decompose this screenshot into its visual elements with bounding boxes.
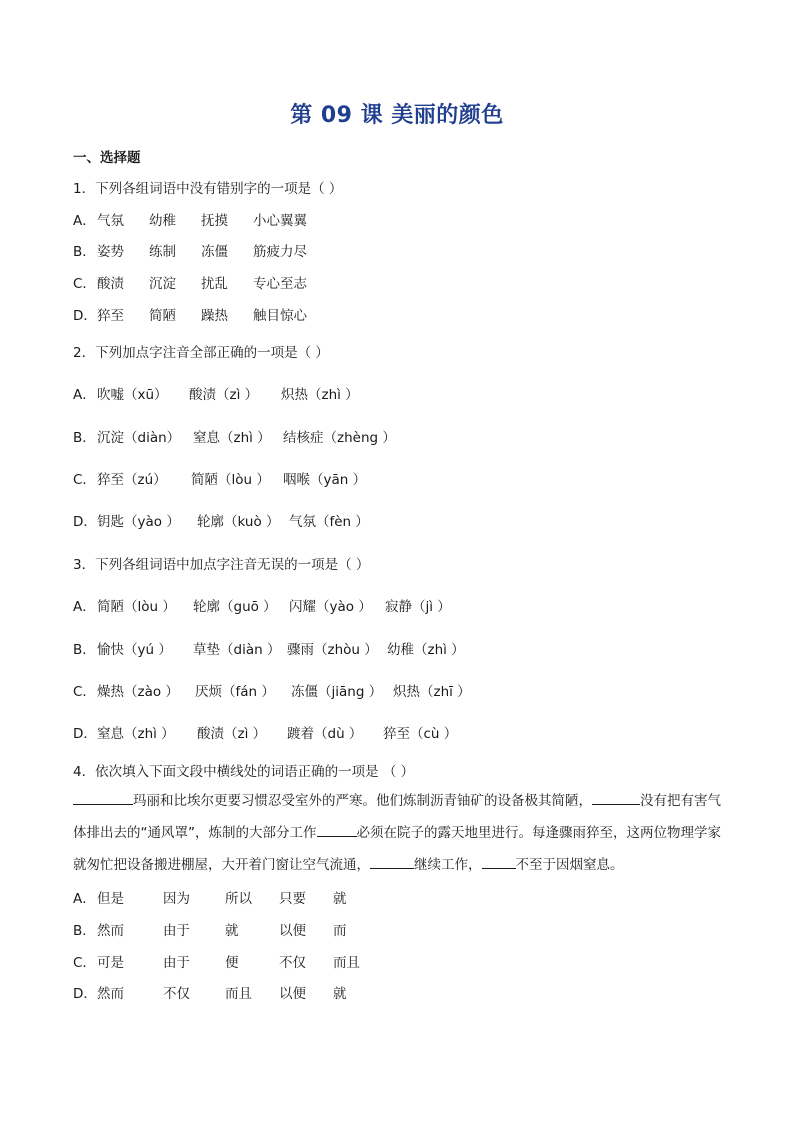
option-word: 但是 xyxy=(97,891,124,907)
option-word: 就 xyxy=(333,891,347,907)
q2-option-d xyxy=(73,510,369,530)
fill-blank xyxy=(317,822,357,837)
option-letter: B． xyxy=(73,430,96,446)
option-item: 炽热（zhī ） xyxy=(393,684,471,700)
option-word: 专心至志 xyxy=(253,276,307,292)
option-word: 姿势 xyxy=(97,244,124,260)
option-letter: B． xyxy=(73,642,96,658)
section-heading: 一、选择题 xyxy=(73,150,141,166)
option-word: 就 xyxy=(225,923,239,939)
option-item: 闪耀（yào ） xyxy=(289,599,372,615)
option-letter: C． xyxy=(73,955,96,971)
option-letter: C． xyxy=(73,684,96,700)
option-word: 酸渍 xyxy=(97,276,124,292)
option-item: 轮廓（guō ） xyxy=(193,599,277,615)
fill-blank xyxy=(370,854,414,869)
option-word: 而 xyxy=(333,923,347,939)
option-word: 扰乱 xyxy=(201,276,228,292)
option-word: 以便 xyxy=(279,986,306,1002)
q2-stem: 2．下列加点字注音全部正确的一项是（ ） xyxy=(73,345,329,361)
option-word: 冻僵 xyxy=(201,244,228,260)
option-word: 而且 xyxy=(225,986,252,1002)
option-word: 所以 xyxy=(225,891,252,907)
option-word: 气氛 xyxy=(97,213,124,229)
option-word: 因为 xyxy=(163,891,190,907)
option-word: 不仅 xyxy=(279,955,306,971)
option-item: 窒息（zhì ） xyxy=(193,430,271,446)
option-word: 由于 xyxy=(163,923,190,939)
fill-blank xyxy=(73,790,133,805)
q4-option-b xyxy=(73,919,347,939)
option-letter: A． xyxy=(73,599,96,615)
option-word: 幼稚 xyxy=(149,213,176,229)
option-word: 抚摸 xyxy=(201,213,228,229)
option-word: 而且 xyxy=(333,955,360,971)
option-letter: B． xyxy=(73,244,96,260)
q1-option-b xyxy=(73,240,307,260)
option-item: 骤雨（zhòu ） xyxy=(287,642,378,658)
option-item: 猝至（cù ） xyxy=(383,726,458,742)
option-letter: B． xyxy=(73,923,96,939)
q2-option-c xyxy=(73,468,366,488)
option-word: 不仅 xyxy=(163,986,190,1002)
option-letter: A． xyxy=(73,387,96,403)
option-word: 就 xyxy=(333,986,347,1002)
option-word: 然而 xyxy=(97,923,124,939)
option-item: 结核症（zhèng ） xyxy=(283,430,396,446)
option-letter: C． xyxy=(73,472,96,488)
option-item: 简陋（lòu ） xyxy=(97,599,176,615)
q3-option-d xyxy=(73,722,457,742)
option-letter: A． xyxy=(73,213,96,229)
q4-stem: 4．依次填入下面文段中横线处的词语正确的一项是 （ ） xyxy=(73,764,415,780)
option-word: 可是 xyxy=(97,955,124,971)
q3-option-b xyxy=(73,638,465,658)
q1-stem: 1．下列各组词语中没有错别字的一项是（ ） xyxy=(73,181,343,197)
option-letter: C． xyxy=(73,276,96,292)
option-item: 气氛（fèn ） xyxy=(289,514,369,530)
passage-text: 没有把有害气体排出去的“通风罩”，炼制的大部分工作 xyxy=(73,793,721,841)
q4-passage xyxy=(73,785,723,881)
option-letter: D． xyxy=(73,986,97,1002)
option-word: 只要 xyxy=(279,891,306,907)
passage-text: 不至于因烟窒息。 xyxy=(515,857,624,873)
option-word: 沉淀 xyxy=(149,276,176,292)
passage-text: 必须在院子的露天地里进行。每逢骤雨猝至，这两位物理学家就匆忙把设备搬进棚屋，大开着门窗让空气流通， xyxy=(73,825,721,873)
option-word: 便 xyxy=(225,955,239,971)
option-word: 简陋 xyxy=(149,308,176,324)
fill-blank xyxy=(592,790,640,805)
option-item: 燥热（zào ） xyxy=(97,684,179,700)
option-item: 轮廓（kuò ） xyxy=(197,514,280,530)
option-item: 沉淀（diàn） xyxy=(97,430,181,446)
option-item: 吹嘘（xū） xyxy=(97,387,168,403)
option-word: 筋疲力尽 xyxy=(253,244,307,260)
option-item: 窒息（zhì ） xyxy=(97,726,175,742)
q1-option-a xyxy=(73,209,307,229)
option-item: 愉快（yú ） xyxy=(97,642,172,658)
option-item: 炽热（zhì ） xyxy=(281,387,359,403)
option-word: 小心翼翼 xyxy=(253,213,307,229)
option-word: 以便 xyxy=(279,923,306,939)
q1-option-d xyxy=(73,304,307,324)
passage-text: 继续工作， xyxy=(414,857,482,873)
option-word: 触目惊心 xyxy=(253,308,307,324)
option-item: 酸渍（zì ） xyxy=(189,387,259,403)
option-letter: D． xyxy=(73,726,97,742)
option-word: 躁热 xyxy=(201,308,228,324)
option-item: 幼稚（zhì ） xyxy=(387,642,465,658)
option-item: 猝至（zú） xyxy=(97,472,167,488)
passage-text: 玛丽和比埃尔更要习惯忍受室外的严寒。他们炼制沥青铀矿的设备极其简陋， xyxy=(133,793,592,809)
q4-option-d xyxy=(73,982,347,1002)
option-item: 草垫（diàn ） xyxy=(193,642,281,658)
option-letter: D． xyxy=(73,514,97,530)
q4-option-c xyxy=(73,951,360,971)
option-letter: A． xyxy=(73,891,96,907)
option-word: 然而 xyxy=(97,986,124,1002)
q2-option-a xyxy=(73,383,359,403)
option-item: 酸渍（zì ） xyxy=(197,726,267,742)
option-word: 猝至 xyxy=(97,308,124,324)
option-word: 由于 xyxy=(163,955,190,971)
fill-blank xyxy=(482,854,516,869)
option-item: 寂静（jì ） xyxy=(385,599,451,615)
option-word: 练制 xyxy=(149,244,176,260)
option-item: 钥匙（yào ） xyxy=(97,514,180,530)
q4-option-a xyxy=(73,887,347,907)
option-item: 咽喉（yān ） xyxy=(283,472,367,488)
q3-option-a xyxy=(73,595,451,615)
q3-stem: 3．下列各组词语中加点字注音无误的一项是（ ） xyxy=(73,557,370,573)
q1-option-c xyxy=(73,272,307,292)
q3-option-c xyxy=(73,680,471,700)
option-item: 厌烦（fán ） xyxy=(195,684,275,700)
page-title: 第 09 课 美丽的颜色 xyxy=(290,103,504,128)
option-letter: D． xyxy=(73,308,97,324)
option-item: 简陋（lòu ） xyxy=(191,472,270,488)
option-item: 踱着（dù ） xyxy=(287,726,363,742)
q2-option-b xyxy=(73,426,396,446)
option-item: 冻僵（jiāng ） xyxy=(291,684,383,700)
